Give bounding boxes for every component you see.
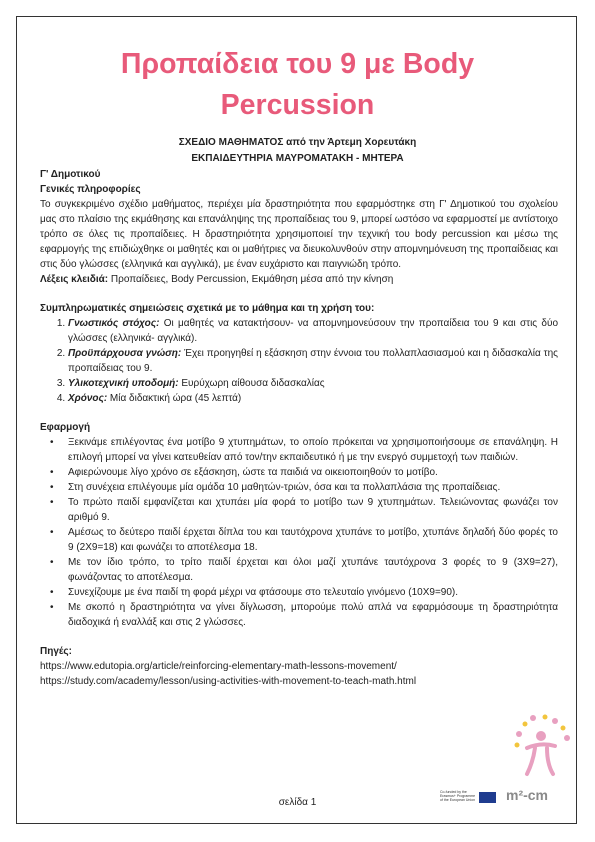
document-body — [40, 167, 558, 689]
list-item: • Το πρώτο παιδί εμφανίζεται και χτυπάει μία φορά το μοτίβο των 9 χτυπημάτων. Τελειώνοντας φωνάζει τον αριθμό 9. — [68, 495, 558, 525]
list-item: • Αφιερώνουμε λίγο χρόνο σε εξάσκηση, ώστε τα παιδιά να οικειοποιηθούν το μοτίβο. — [68, 465, 558, 480]
school-line: ΕΚΠΑΙΔΕΥΤΗΡΙΑ ΜΑΥΡΟΜΑΤΑΚΗ - ΜΗΤΕΡΑ — [191, 153, 404, 164]
list-item: • Με σκοπό η δραστηριότητα να γίνει δίγλωσση, μπορούμε πολύ απλά να εφαρμόσουμε τη δραστηριότητα διαδοχικά ή εναλλάξ και στις 2 γλώσσες. — [68, 600, 558, 630]
grade-label: Γ' Δημοτικού — [40, 169, 101, 180]
keywords-label: Λέξεις κλειδιά: — [40, 274, 109, 285]
m2cm-logo-icon — [505, 712, 575, 782]
list-item: • Συνεχίζουμε με ένα παιδί τη φορά μέχρι να φτάσουμε στο τελευταίο γινόμενο (10Χ9=90). — [68, 585, 558, 600]
brand-label: m²-cm — [506, 787, 549, 803]
title-line-1: Προπαίδεια του 9 με Body — [120, 48, 475, 80]
general-heading: Γενικές πληροφορίες — [40, 184, 141, 195]
list-item: • Αμέσως το δεύτερο παιδί έρχεται δίπλα του και ταυτόχρονα χτυπάνε το μοτίβο, χτυπάνε δηλαδή δύο φορές το 9 (2Χ9=18) και φωνάζει το αποτέλεσμα 18. — [68, 525, 558, 555]
note-label: Υλικοτεχνική υποδομή: — [68, 378, 179, 389]
notes-list — [40, 316, 558, 406]
list-item — [68, 376, 558, 391]
note-text: Μία διδακτική ώρα (45 λεπτά) — [107, 393, 242, 404]
note-label: Προϋπάρχουσα γνώση: — [68, 348, 182, 359]
title-line-2: Percussion — [220, 89, 375, 121]
keywords-line — [40, 272, 558, 287]
source-link-1[interactable]: https://www.edutopia.org/article/reinforcing-elementary-math-lessons-movement/ — [40, 661, 397, 672]
keywords-text: Προπαίδειες, Body Percussion, Εκμάθηση μέσα από την κίνηση — [108, 274, 394, 285]
note-label: Χρόνος: — [68, 393, 108, 404]
list-item — [68, 316, 558, 346]
note-text: Οι μαθητές να κατακτήσουν- να απομνημονεύσουν την προπαίδεια του 9 και στις δύο γλώσσες (ελληνικά- αγγλικά). — [68, 318, 559, 344]
note-label: Γνωστικός στόχος: — [68, 318, 160, 329]
page-number: σελίδα 1 — [278, 797, 317, 808]
source-link-2[interactable]: https://study.com/academy/lesson/using-activities-with-movement-to-teach-math.html — [40, 676, 417, 687]
eu-text: Co-funded by the Erasmus+ Programme of the European Union — [440, 790, 476, 802]
note-text: Ευρύχωρη αίθουσα διδασκαλίας — [178, 378, 325, 389]
general-text: Το συγκεκριμένο σχέδιο μαθήματος, περιέχει μία δραστηριότητα που εφαρμόστηκε στη Γ' Δημοτικού του σχολείου μας στο πλαίσιο της εκμάθησης και επανάληψης της προπαίδειας του 9, μπορεί ωστόσο να εφαρμοστεί με αντίστοιχο τρόπο σε όλες τις προπαίδειες. Η δραστηριότητα χρησιμοποιεί την τεχνική του body percussion και μέσω της εφαρμογής της επιδιώχθηκε οι μαθητές και οι μαθήτριες να διευκολυνθούν στην απομνημόνευση της προπαίδειας και στις δύο γλώσσες (ελληνικά και αγγλικά), με έναν ευχάριστο και παιγνιώδη τρόπο. — [40, 199, 558, 270]
application-list — [40, 435, 558, 630]
list-item — [68, 391, 558, 406]
list-item: • Με τον ίδιο τρόπο, το τρίτο παιδί έρχεται και όλοι μαζί χτυπάνε ταυτόχρονα 3 φορές το 9 (3Χ9=27), φωνάζοντας το αποτέλεσμα. — [68, 555, 558, 585]
notes-heading: Συμπληρωματικές σημειώσεις σχετικά με το μάθημα και τη χρήση του: — [40, 303, 375, 314]
application-heading: Εφαρμογή — [40, 422, 91, 433]
list-item: • Ξεκινάμε επιλέγοντας ένα μοτίβο 9 χτυπημάτων, το οποίο πρόκειται να χρησιμοποιήσουμε σε επανάληψη. Η επιλογή μπορεί να γίνει κατευθείαν από τον/την εκπαιδευτικό ή με την ενεργό συμμετοχή των παιδιών. — [68, 435, 558, 465]
subtitle — [20, 135, 575, 167]
note-text: Έχει προηγηθεί η εξάσκηση στην έννοια του πολλαπλασιασμού και η διδασκαλία της προπαίδειας του 9. — [68, 348, 558, 374]
page-title — [20, 44, 575, 126]
list-item — [68, 346, 558, 376]
author-line: ΣΧΕΔΙΟ ΜΑΘΗΜΑΤΟΣ από την Άρτεμη Χορευτάκη — [178, 137, 417, 148]
sources-heading: Πηγές: — [40, 646, 72, 657]
list-item: • Στη συνέχεια επιλέγουμε μία ομάδα 10 μαθητών-τριών, όσα και τα πολλαπλάσια της προπαίδειας. — [68, 480, 558, 495]
